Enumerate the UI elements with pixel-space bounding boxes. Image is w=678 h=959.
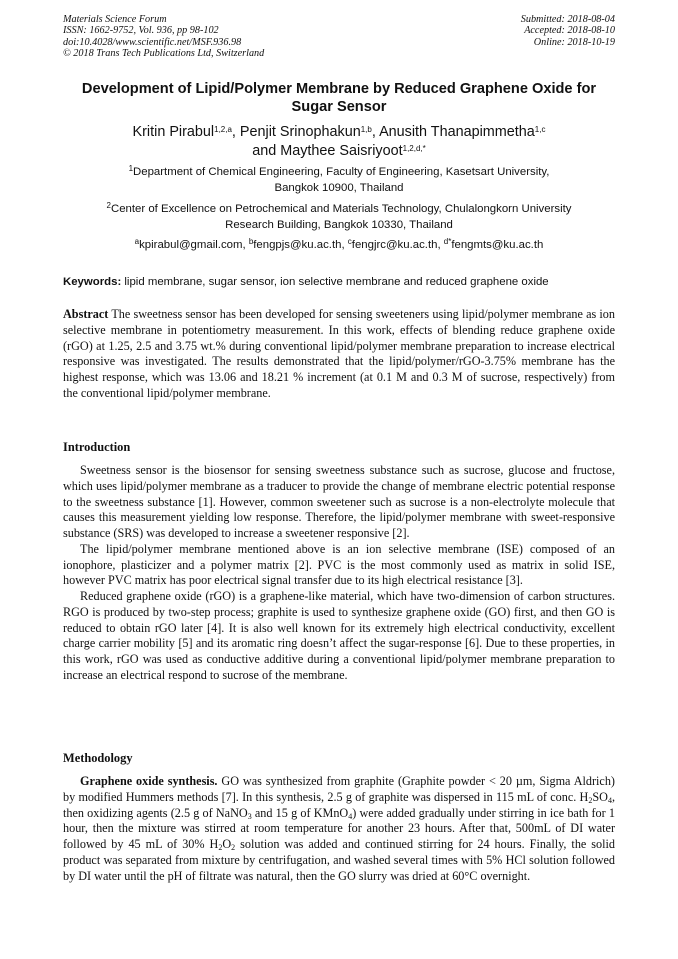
author-name: Anusith Thanapimmetha — [379, 124, 535, 140]
introduction-heading: Introduction — [63, 440, 131, 454]
abstract-label: Abstract — [63, 307, 109, 321]
email-sup: b — [248, 237, 254, 246]
body-text: O — [222, 837, 232, 851]
body-text: solution was added and continued stirring for 24 hours. Finally, the solid product was separated from mixture by centrifugation, and washed several times with 5% HCl solution followed by DI water until the pH of filtrate was natural, then the GO slurry was dried at 60°C overnight. — [63, 837, 616, 883]
body-text: GO was synthesized from graphite (Graphite powder < 20 µm, Sigma Aldrich) by modified Hummers methods [7]. In this synthesis, 2.5 g of graphite was dispersed in 115 mL of conc. H — [63, 774, 615, 804]
body-text: , then oxidizing agents (2.5 g of NaNO — [63, 789, 615, 820]
methodology-paragraph — [63, 774, 615, 884]
accepted-date: Accepted: 2018-08-10 — [524, 25, 615, 37]
author-name: Kritin Pirabul — [132, 124, 215, 140]
doi-line: doi:10.4028/www.scientific.net/MSF.936.98 — [63, 36, 242, 48]
author-conjunction: and — [252, 143, 277, 159]
introduction-body — [63, 463, 615, 684]
online-date: Online: 2018-10-19 — [533, 36, 615, 48]
keywords-text: lipid membrane, sugar sensor, ion selective membrane and reduced graphene oxide — [124, 276, 549, 288]
email-sup: d* — [443, 237, 452, 246]
journal-header-left — [63, 14, 264, 60]
email-link[interactable]: fengpjs@ku.ac.th, — [253, 239, 345, 251]
journal-header-right — [521, 14, 615, 48]
email-sup: a — [134, 237, 140, 246]
affiliation-2 — [63, 202, 615, 233]
paper-title: Development of Lipid/Polymer Membrane by Reduced Graphene Oxide for Sugar Sensor — [81, 81, 597, 115]
methodology-body — [63, 774, 615, 884]
affiliation-1 — [63, 165, 615, 196]
author-name: Penjit Srinophakun — [239, 124, 361, 140]
author-affil-sup: 1,2,a — [214, 125, 232, 134]
email-list — [63, 237, 615, 253]
body-text: and 15 g of KMnO — [254, 805, 349, 820]
subscript: 2 — [218, 843, 223, 852]
author-name: Maythee Saisriyoot — [280, 143, 403, 159]
keywords-line — [63, 275, 615, 290]
affiliation-line: Bangkok 10900, Thailand — [274, 181, 404, 194]
affiliation-line: Research Building, Bangkok 10330, Thailand — [225, 218, 453, 231]
email-sup: c — [347, 237, 352, 246]
affiliation-sup: 1 — [128, 164, 134, 173]
keywords-label: Keywords: — [63, 276, 122, 288]
subscript: 4 — [607, 795, 612, 805]
copyright-line: © 2018 Trans Tech Publications Ltd, Switzerland — [63, 48, 265, 60]
author-affil-sup: 1,b — [360, 125, 372, 134]
email-link[interactable]: fengjrc@ku.ac.th, — [351, 239, 441, 251]
subscript: 4 — [348, 811, 353, 821]
intro-paragraph: The lipid/polymer membrane mentioned above is an ion selective membrane (ISE) composed of an ionophore, plasticizer and a polymer matrix [2]. PVC is the most commonly used as matrix in solid ISE, however PVC matrix has poor electrical signal transfer due to its high electrical resistance [3]. — [63, 541, 615, 588]
abstract-text: The sweetness sensor has been developed for sensing sweeteners using lipid/polymer membrane as ion selective membrane in potentiometry measurement. In this work, effects of blending reduce graphene oxide (rGO) at 1.25, 2.5 and 3.75 wt.% during conventional lipid/polymer membrane preparation to increase electrical responsive was investigated. The results demonstrated that the lipid/polymer/rGO-3.75% membrane has the highest response, which was 13.06 and 18.21 % increment (at 0.1 M and 0.3 M of sucrose, respectively) from the conventional lipid/polymer membrane. — [63, 307, 615, 400]
author-list: Kritin Pirabul$^{1,2,a}$, Penjit Srinophakun$^{1,b}$, Anusith Thanapimmetha$^{1,c}$ and Maythee Saisriyoot$^{1,2,d,*}$ — [132, 124, 546, 159]
methodology-heading: Methodology — [63, 751, 133, 765]
intro-paragraph: Reduced graphene oxide (rGO) is a graphene-like material, which have two-dimension of carbon structures. RGO is produced by two-step process; graphite is used to synthesize graphene oxide (GO) first, and then GO is reduced to obtain rGO later [4]. It is also well known for its extremely high electrical conductivity, excellent charge carrier mobility [5] and its aromatic ring doesn’t affect the sugar-response [6]. Due to these properties, in this work, rGO was used as conductive additive during a conventional lipid/polymer membrane preparation to increase an electrical respond to sucrose of the membrane. — [63, 589, 615, 682]
subscript: 3 — [247, 811, 252, 821]
intro-paragraph: Sweetness sensor is the biosensor for sensing sweetness substance such as sucrose, glucose and fructose, which uses lipid/polymer membrane as a traducer to provide the change of membrane electric potential response to the sweetness substance [1]. However, common sweetener such as sucrose is a non-electrolyte molecule that causes this measurement yielding low response. Therefore, the lipid/polymer membrane with sweet-responsive substance (SRS) was developed to increase a sweetener responsive [2]. — [63, 463, 615, 540]
email-link[interactable]: kpirabul@gmail.com, — [139, 239, 246, 251]
affiliation-line: Department of Chemical Engineering, Faculty of Engineering, Kasetsart University, — [133, 166, 550, 178]
author-affil-sup: 1,2,d,* — [402, 144, 426, 153]
affiliation-sup: 2 — [106, 201, 111, 210]
email-link[interactable]: fengmts@ku.ac.th — [451, 239, 544, 251]
subscript: 2 — [588, 795, 593, 805]
body-text: SO — [592, 789, 608, 804]
subsection-lead: Graphene oxide synthesis. — [80, 774, 218, 788]
submitted-date: Submitted: 2018-08-04 — [520, 14, 615, 25]
issn-line: ISSN: 1662-9752, Vol. 936, pp 98-102 — [63, 25, 219, 37]
affiliation-line: Center of Excellence on Petrochemical and Materials Technology, Chulalongkorn University — [110, 203, 572, 215]
abstract-block — [63, 307, 615, 402]
journal-name: Materials Science Forum — [63, 14, 167, 25]
subscript: 2 — [231, 843, 236, 852]
body-text: ) were added gradually under stirring in ice bath for 1 hour, then the mixture was stirred at room temperature for another 23 hours. After that, 500mL of DI water followed by 45 mL of 30% H — [63, 805, 615, 851]
author-affil-sup: 1,c — [534, 125, 546, 134]
